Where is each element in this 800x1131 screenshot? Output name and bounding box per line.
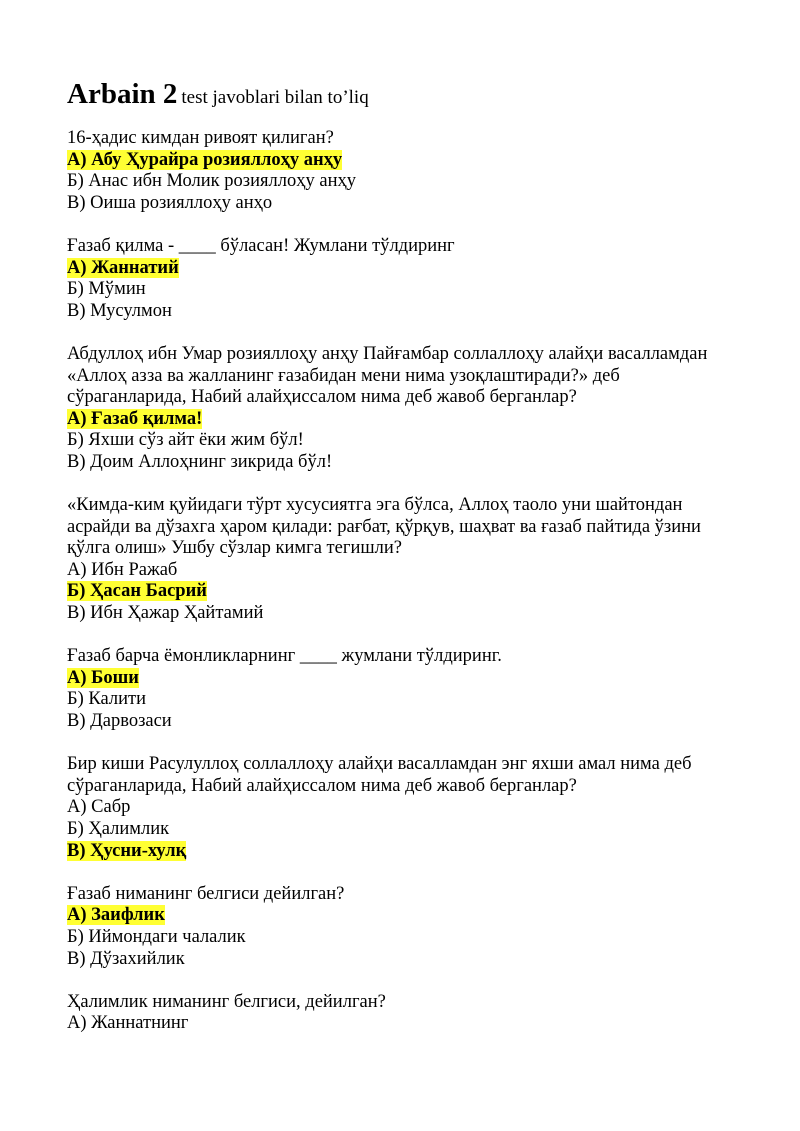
question-text: Бир киши Расулуллоҳ соллаллоҳу алайҳи васалламдан энг яхши амал нима деб [67, 754, 692, 775]
answer-option [67, 279, 747, 301]
answer-option [67, 711, 747, 733]
correct-answer-option [67, 668, 747, 690]
title-subtitle: test javoblari bilan to’liq [181, 87, 369, 108]
option-text: А) Жаннатнинг [67, 1013, 189, 1034]
answer-option [67, 560, 747, 582]
question-text: Абдуллоҳ ибн Умар розияллоҳу анҳу Пайғамбар соллаллоҳу алайҳи васалламдан [67, 343, 708, 364]
question-block [67, 344, 747, 474]
answer-option [67, 301, 747, 323]
question-block [67, 884, 747, 970]
option-text: А) Ғазаб қилма! [67, 408, 203, 429]
answer-option [67, 1013, 747, 1035]
title-main: Arbain 2 [67, 78, 178, 110]
option-text: В) Доим Аллоҳнинг зикрида бўл! [67, 451, 333, 472]
option-text: А) Заифлик [67, 905, 165, 926]
option-text: В) Мусулмон [67, 300, 172, 321]
option-text: В) Дарвозаси [67, 711, 172, 732]
question-block [67, 646, 747, 732]
option-text: В) Ибн Ҳажар Ҳайтамий [67, 603, 264, 624]
question-text: сўраганларида, Набий алайҳиссалом нима деб жавоб берганлар? [67, 387, 577, 408]
answer-option [67, 689, 747, 711]
question-text: қўлга олиш» Ушбу сўзлар кимга тегишли? [67, 538, 402, 559]
correct-answer-option [67, 841, 747, 863]
option-text: Б) Мўмин [67, 279, 146, 300]
question-text: Ғазаб барча ёмонликларнинг ____ жумлани тўлдиринг. [67, 646, 502, 667]
option-text: Б) Яхши сўз айт ёки жим бўл! [67, 430, 304, 451]
question-text: Ҳалимлик ниманинг белгиси, дейилган? [67, 991, 386, 1012]
correct-answer-option [67, 258, 747, 280]
answer-option [67, 819, 747, 841]
answer-option [67, 171, 747, 193]
answer-option [67, 193, 747, 215]
question-list [67, 128, 747, 1057]
option-text: А) Боши [67, 667, 139, 688]
answer-option [67, 927, 747, 949]
document-title [67, 76, 369, 117]
correct-answer-option [67, 409, 747, 431]
question-text: Ғазаб қилма - ____ бўласан! Жумлани тўлдиринг [67, 235, 455, 256]
option-text: А) Жаннатий [67, 257, 179, 278]
correct-answer-option [67, 581, 747, 603]
question-text: «Аллоҳ азза ва жалланинг ғазабидан мени нима узоқлаштиради?» деб [67, 365, 620, 386]
question-block [67, 754, 747, 862]
option-text: В) Ҳусни-хулқ [67, 840, 187, 861]
question-text: сўраганларида, Набий алайҳиссалом нима деб жавоб берганлар? [67, 775, 577, 796]
option-text: А) Абу Ҳурайра розияллоҳу анҳу [67, 149, 343, 170]
option-text: Б) Анас ибн Молик розияллоҳу анҳу [67, 171, 356, 192]
question-block [67, 992, 747, 1035]
question-block [67, 128, 747, 214]
answer-option [67, 430, 747, 452]
option-text: В) Дўзахийлик [67, 948, 185, 969]
correct-answer-option [67, 150, 747, 172]
option-text: В) Оиша розияллоҳу анҳо [67, 192, 273, 213]
question-text: Ғазаб ниманинг белгиси дейилган? [67, 883, 345, 904]
correct-answer-option [67, 905, 747, 927]
question-block [67, 495, 747, 625]
answer-option [67, 452, 747, 474]
option-text: Б) Ҳасан Басрий [67, 581, 207, 602]
question-text: «Кимда-ким қуйидаги тўрт хусусиятга эга бўлса, Аллоҳ таоло уни шайтондан [67, 495, 683, 516]
option-text: Б) Иймондаги чалалик [67, 926, 246, 947]
option-text: А) Ибн Ражаб [67, 559, 178, 580]
question-block [67, 236, 747, 322]
option-text: Б) Ҳалимлик [67, 819, 170, 839]
answer-option [67, 949, 747, 971]
option-text: Б) Калити [67, 689, 146, 710]
question-text: 16-ҳадис кимдан ривоят қилиган? [67, 128, 334, 148]
answer-option [67, 603, 747, 625]
answer-option [67, 797, 747, 819]
option-text: А) Сабр [67, 797, 131, 818]
question-text: асрайди ва дўзахга ҳаром қилади: рағбат, қўрқув, шаҳват ва ғазаб пайтида ўзини [67, 516, 701, 537]
